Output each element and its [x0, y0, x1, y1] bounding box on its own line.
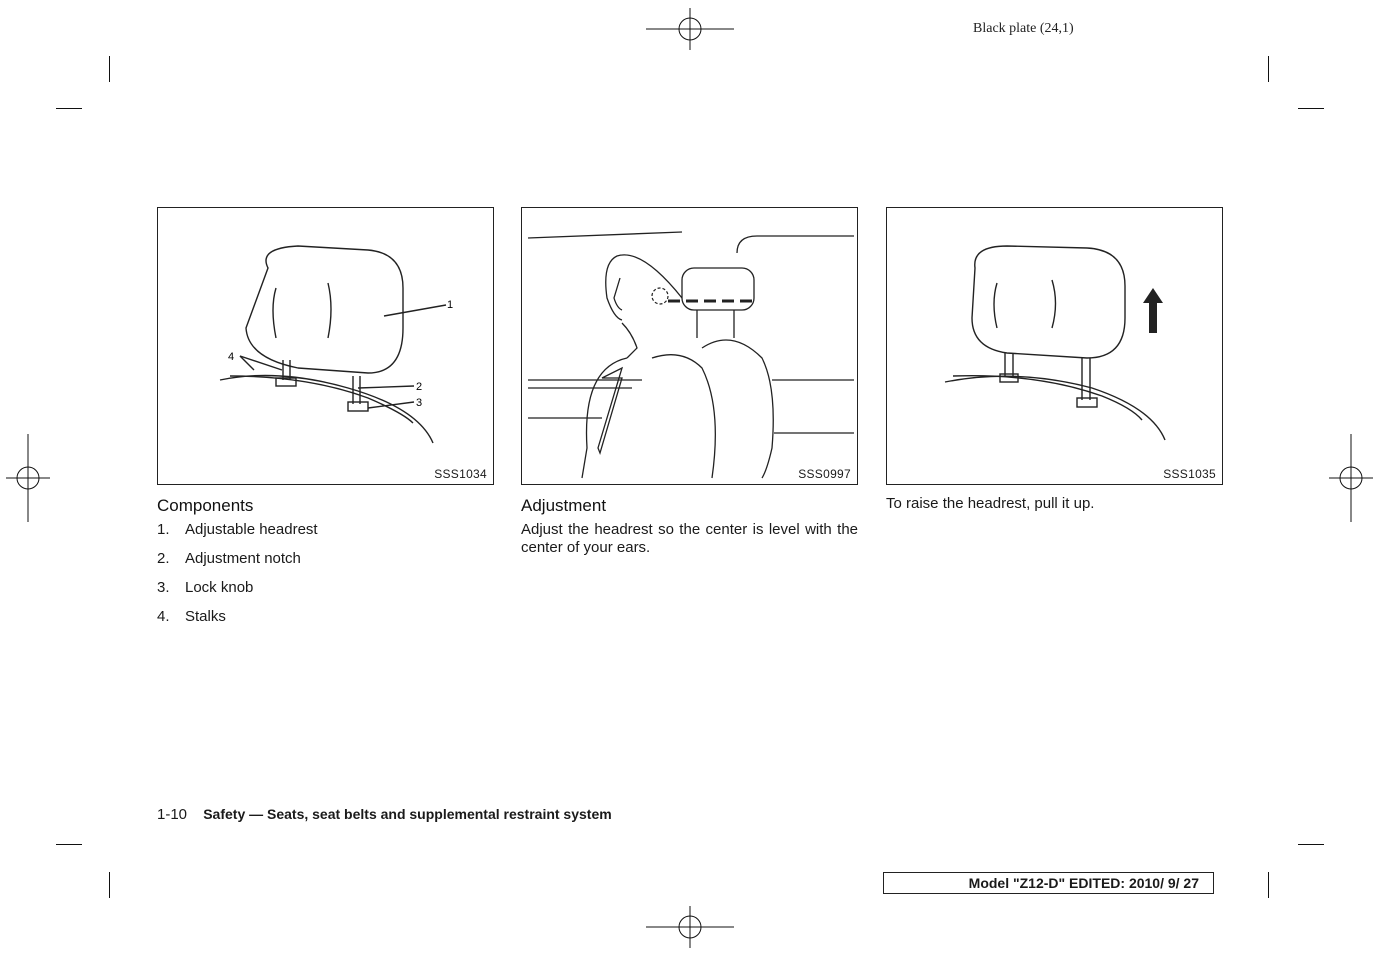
figure-raise [886, 207, 1223, 485]
callout-4: 4 [228, 351, 235, 363]
figure-components [157, 207, 494, 485]
figure-code: SSS1034 [434, 467, 487, 481]
headrest-components-illustration [158, 208, 495, 486]
adjustment-heading: Adjustment [521, 496, 607, 515]
callout-1: 1 [447, 299, 454, 311]
headrest-raise-illustration [887, 208, 1224, 486]
components-list [157, 520, 318, 636]
figure-adjustment [521, 207, 858, 485]
list-item: 4. Stalks [157, 608, 226, 625]
callout-2: 2 [416, 381, 423, 393]
section-title: Safety — Seats, seat belts and supplemental restraint system [203, 806, 612, 822]
figure-code: SSS1035 [1163, 467, 1216, 481]
list-item: 3. Lock knob [157, 579, 254, 596]
page-number: 1-10 [157, 806, 188, 823]
components-heading: Components [157, 496, 254, 515]
plate-label: Black plate (24,1) [973, 21, 1074, 36]
raise-text: To raise the headrest, pull it up. [886, 495, 1095, 512]
person-headrest-illustration [522, 208, 859, 486]
list-item: 1. Adjustable headrest [157, 521, 318, 538]
model-edited-box: Model "Z12-D" EDITED: 2010/ 9/ 27 [883, 872, 1214, 894]
up-arrow-icon [1143, 288, 1163, 333]
figure-code: SSS0997 [798, 467, 851, 481]
list-item: 2. Adjustment notch [157, 550, 301, 567]
adjustment-text: Adjust the headrest so the center is level with the center of your ears. [521, 521, 858, 556]
page-footer [157, 806, 612, 823]
callout-3: 3 [416, 397, 423, 409]
